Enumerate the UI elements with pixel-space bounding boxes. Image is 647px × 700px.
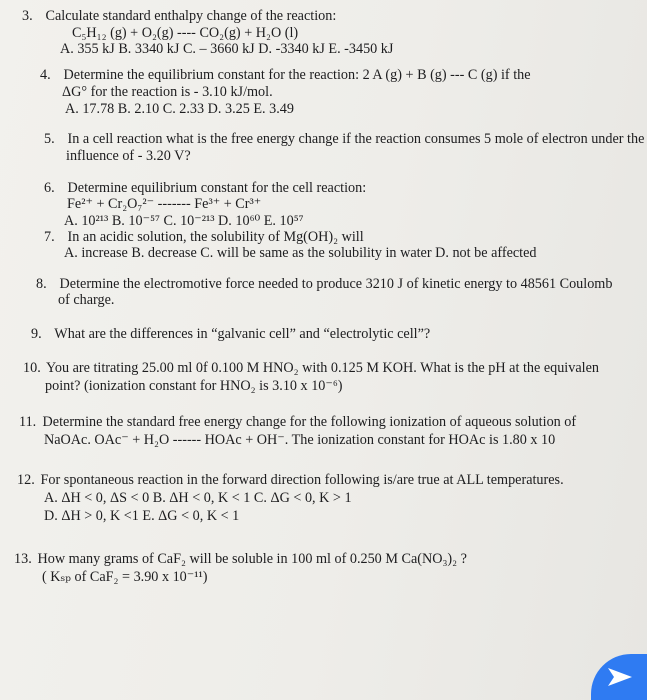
question-number: 12. — [17, 472, 35, 488]
question-10 — [23, 360, 599, 377]
question-prompt: Calculate standard enthalpy change of the reaction: — [45, 8, 337, 24]
question-11 — [19, 414, 576, 431]
question-6-reaction: Fe²⁺ + Cr₂O₇²⁻ ------- Fe³⁺ + Cr³⁺ — [67, 196, 262, 212]
question-prompt: Determine the equilibrium constant for the reaction: 2 A (g) + B (g) --- C (g) if the — [63, 67, 531, 83]
question-number: 7. — [44, 229, 55, 245]
question-number: 9. — [31, 326, 42, 342]
question-number: 6. — [44, 180, 55, 196]
question-prompt: Determine the electromotive force needed to produce 3210 J of kinetic energy to 48561 Coulomb — [59, 276, 613, 292]
question-prompt: In an acidic solution, the solubility of Mg(OH)₂ will — [67, 229, 364, 245]
question-13 — [14, 551, 467, 568]
question-number: 4. — [40, 67, 51, 83]
question-prompt: Determine equilibrium constant for the cell reaction: — [67, 180, 367, 196]
question-10-line2: point? (ionization constant for HNO₂ is 3.10 x 10⁻⁶) — [45, 378, 343, 394]
question-prompt: For spontaneous reaction in the forward direction following is/are true at ALL temperatures. — [40, 472, 564, 488]
question-prompt: You are titrating 25.00 ml 0f 0.100 M HNO₂ with 0.125 M KOH. What is the pH at the equivalen — [46, 360, 599, 376]
question-prompt: What are the differences in “galvanic cell” and “electrolytic cell”? — [54, 326, 431, 342]
question-3-options: A. 355 kJ B. 3340 kJ C. – 3660 kJ D. -3340 kJ E. -3450 kJ — [60, 41, 394, 57]
question-7 — [44, 229, 364, 246]
question-9 — [31, 326, 430, 343]
question-13-line2: ( Kₛₚ of CaF₂ = 3.90 x 10⁻¹¹) — [42, 569, 208, 585]
question-3-reaction: C₅H₁₂ (g) + O₂(g) ---- CO₂(g) + H₂O (l) — [72, 25, 299, 41]
question-prompt: Determine the standard free energy change for the following ionization of aqueous solution of — [42, 414, 577, 430]
question-8-line2: of charge. — [58, 292, 115, 308]
question-6 — [44, 180, 366, 197]
question-4-options: A. 17.78 B. 2.10 C. 2.33 D. 3.25 E. 3.49 — [65, 101, 294, 117]
question-12-options-row1: A. ΔH < 0, ΔS < 0 B. ΔH < 0, K < 1 C. ΔG < 0, K > 1 — [44, 490, 352, 506]
question-5-line2: influence of - 3.20 V? — [66, 148, 191, 164]
question-7-options: A. increase B. decrease C. will be same as the solubility in water D. not be affected — [64, 245, 537, 261]
arrow-icon — [605, 664, 635, 690]
question-8 — [36, 276, 612, 293]
question-12 — [17, 472, 564, 489]
question-11-line2: NaOAc. OAc⁻ + H₂O ------ HOAc + OH⁻. The ionization constant for HOAc is 1.80 x 10 — [44, 432, 556, 448]
question-number: 11. — [19, 414, 37, 430]
question-number: 13. — [14, 551, 32, 567]
question-prompt: In a cell reaction what is the free energy change if the reaction consumes 5 mole of electron under the — [67, 131, 645, 147]
question-4-line2: ΔG° for the reaction is - 3.10 kJ/mol. — [62, 84, 273, 100]
question-12-options-row2: D. ΔH > 0, K <1 E. ΔG < 0, K < 1 — [44, 508, 240, 524]
question-5 — [44, 131, 644, 148]
question-number: 8. — [36, 276, 47, 292]
question-number: 3. — [22, 8, 33, 24]
question-4 — [40, 67, 531, 84]
question-3 — [22, 8, 336, 25]
question-prompt: How many grams of CaF₂ will be soluble in 100 ml of 0.250 M Ca(NO₃)₂ ? — [37, 551, 467, 567]
question-number: 10. — [23, 360, 41, 376]
question-6-options: A. 10²¹³ B. 10⁻⁵⁷ C. 10⁻²¹³ D. 10⁶⁰ E. 10⁵⁷ — [64, 213, 304, 229]
question-number: 5. — [44, 131, 55, 147]
